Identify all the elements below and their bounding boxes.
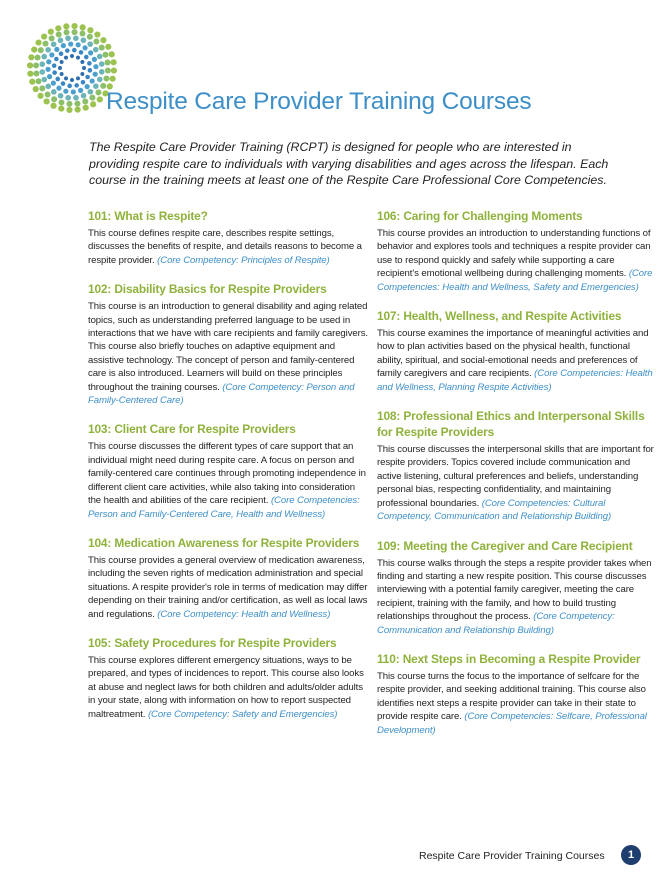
logo-dot bbox=[45, 91, 51, 97]
logo-dot bbox=[61, 81, 66, 86]
logo-dot bbox=[102, 52, 108, 58]
logo-dot bbox=[73, 35, 79, 41]
logo-dot bbox=[105, 68, 111, 74]
logo-dot bbox=[63, 23, 69, 29]
logo-dot bbox=[39, 69, 45, 75]
logo-dot bbox=[42, 77, 48, 83]
logo-dot bbox=[85, 75, 90, 80]
logo-dot bbox=[66, 101, 72, 107]
logo-dot bbox=[90, 78, 95, 83]
logo-dot bbox=[61, 43, 66, 48]
logo-dot bbox=[51, 89, 57, 95]
logo-dot bbox=[39, 85, 45, 91]
logo-dot bbox=[92, 57, 97, 62]
logo-dot bbox=[81, 93, 87, 99]
logo-dot bbox=[109, 51, 115, 57]
logo-dot bbox=[88, 50, 93, 55]
logo-dot bbox=[74, 83, 79, 88]
intro-paragraph: The Respite Care Provider Training (RCPT) is designed for people who are interested in providing respite care to individuals with varying disabilities and ages across the lifespan. Each course in the training meets at least one of the Respite Care Professional Core Competencies. bbox=[89, 140, 609, 187]
course-competency: (Core Competencies: Person and Family-Centered Care, Health and Wellness) bbox=[88, 495, 360, 520]
logo-dot bbox=[64, 56, 68, 60]
course-109 bbox=[377, 538, 657, 637]
logo-dot bbox=[82, 98, 88, 104]
logo-dot bbox=[78, 88, 83, 93]
course-competency: (Core Competencies: Health and Wellness, Safety and Emergencies) bbox=[377, 268, 653, 293]
logo-dot bbox=[73, 95, 79, 101]
logo-dot bbox=[64, 29, 70, 35]
logo-dot bbox=[68, 41, 73, 46]
course-competency: (Core Competency: Person and Family-Centered Care) bbox=[88, 381, 355, 407]
course-107 bbox=[377, 308, 657, 394]
logo-dot bbox=[56, 32, 62, 38]
logo-dot bbox=[64, 76, 68, 80]
logo-dot bbox=[59, 99, 65, 105]
course-description: This course discusses the different types of care support that an individual might need during respite care. A focus on person and family-centered care continues through promoting independence in different client care activities, while also taking into consideration the health and abilities of the care recipient. (Core Competencies: Person and Family-Centered Care, Health and Wellness) bbox=[88, 441, 366, 520]
logo-dot bbox=[89, 95, 95, 101]
logo-dot bbox=[97, 54, 103, 60]
course-competency: (Core Competency: Communication and Relationship Building) bbox=[377, 611, 615, 636]
logo-dot bbox=[80, 72, 84, 76]
course-description: This course defines respite care, describes respite settings, discusses the benefits of respite, and details reasons to become a respite provider. (Core Competency: Principles of Respite) bbox=[88, 228, 362, 266]
logo-dot bbox=[36, 78, 42, 84]
logo-dot bbox=[52, 63, 57, 68]
logo-dot bbox=[93, 72, 98, 77]
logo-dot bbox=[71, 23, 77, 29]
logo-dot bbox=[65, 48, 70, 53]
logo-dot bbox=[99, 69, 105, 75]
course-106 bbox=[377, 208, 657, 294]
logo-dot bbox=[87, 61, 92, 66]
logo-dot bbox=[55, 25, 61, 31]
logo-dot bbox=[105, 44, 111, 50]
course-competency: (Core Competencies: Cultural Competency, Communication and Relationship Building) bbox=[377, 497, 612, 523]
logo-dot bbox=[66, 107, 72, 113]
logo-dot bbox=[79, 50, 84, 55]
logo-dot bbox=[60, 72, 64, 76]
logo-dot bbox=[87, 41, 93, 47]
course-title: 101: What is Respite? bbox=[88, 209, 208, 223]
logo-dot bbox=[33, 86, 39, 92]
logo-dot bbox=[54, 57, 59, 62]
logo-dot bbox=[93, 83, 99, 89]
logo-dot bbox=[33, 70, 39, 76]
logo-dot bbox=[99, 45, 105, 51]
logo-dot bbox=[76, 56, 80, 60]
logo-dot bbox=[99, 61, 105, 67]
logo-dot bbox=[43, 41, 49, 47]
logo-dot bbox=[72, 48, 77, 53]
course-competency: (Core Competencies: Health and Wellness, Planning Respite Activities) bbox=[377, 368, 653, 393]
course-103 bbox=[88, 421, 368, 520]
dotted-circle-logo bbox=[26, 22, 118, 114]
logo-dot bbox=[83, 105, 89, 111]
logo-dot bbox=[79, 31, 85, 37]
logo-dot bbox=[45, 84, 51, 90]
logo-dot bbox=[105, 60, 111, 66]
logo-dot bbox=[35, 39, 41, 45]
logo-dot bbox=[87, 34, 93, 40]
logo-dot bbox=[76, 42, 81, 47]
logo-dot bbox=[65, 35, 71, 41]
footer-text: Respite Care Provider Training Courses bbox=[419, 850, 605, 862]
course-104 bbox=[88, 535, 368, 621]
logo-dot bbox=[88, 68, 93, 73]
logo-dot bbox=[100, 37, 106, 43]
logo-dot bbox=[88, 89, 94, 95]
logo-dot bbox=[46, 59, 51, 64]
logo-dot bbox=[28, 54, 34, 60]
page-number-badge: 1 bbox=[621, 845, 641, 865]
logo-dot bbox=[97, 96, 103, 102]
logo-dot bbox=[111, 67, 117, 73]
logo-dot bbox=[81, 37, 87, 43]
logo-dot bbox=[49, 52, 54, 57]
logo-dot bbox=[43, 98, 49, 104]
logo-dot bbox=[58, 66, 62, 70]
logo-dot bbox=[75, 107, 81, 113]
logo-dot bbox=[80, 24, 86, 30]
course-title: 109: Meeting the Caregiver and Care Recipient bbox=[377, 538, 633, 553]
logo-dot bbox=[51, 96, 57, 102]
course-title: 106: Caring for Challenging Moments bbox=[377, 209, 583, 223]
logo-dot bbox=[94, 31, 100, 37]
logo-dot bbox=[58, 93, 64, 99]
logo-dot bbox=[85, 84, 90, 89]
logo-dot bbox=[110, 76, 116, 82]
page-title: Respite Care Provider Training Courses bbox=[106, 88, 532, 115]
course-title: 108: Professional Ethics and Interpersonal Skills for Respite Providers bbox=[377, 409, 645, 440]
logo-dot bbox=[58, 106, 64, 112]
course-description: This course explores different emergency situations, ways to be prepared, and types of incidences to report. This course also looks at abuse and neglect laws for both children and adults/older adults in your state, along with information on how to report suspected maltreatment. (Core Competency: Safety and Emergencies) bbox=[88, 654, 364, 720]
logo-dot bbox=[95, 89, 101, 95]
course-description: This course provides an introduction to understanding functions of behavior and explores tools and techniques a respite provider can use to respond quickly and safely while supporting a care recipient's emotional wellbeing during challenging moments. (Core Competencies: Health and Wellness, Safety and Emergencies) bbox=[377, 228, 653, 293]
logo-dot bbox=[82, 45, 87, 50]
logo-dot bbox=[97, 77, 103, 83]
left-course-column bbox=[88, 208, 368, 735]
logo-dot bbox=[60, 60, 64, 64]
right-course-column bbox=[377, 208, 657, 751]
course-description: This course walks through the steps a respite provider takes when finding and starting a new respite position. This course discusses interviewing with a potential family caregiver, meeting the care recipient, training with the family, and how to build trusting relationships throughout the process. (Core Competency: Communication and Relationship Building) bbox=[377, 557, 652, 636]
logo-dot bbox=[72, 29, 78, 35]
course-competency: (Core Competency: Safety and Emergencies) bbox=[147, 708, 338, 720]
logo-dot bbox=[67, 84, 72, 89]
logo-dot bbox=[59, 51, 64, 56]
logo-dot bbox=[93, 47, 99, 53]
course-description: This course is an introduction to general disability and aging related topics, such as understanding preferred language to be used in interactions that we have with care recipients and family caregivers. This course also briefly touches on adaptive equipment and assistive technology. The concept of person and family-centered care is also introduced. Learners will build on these principles throughout the training courses. (Core Competency: Person and Family-Centered Care) bbox=[88, 301, 368, 407]
course-102 bbox=[88, 281, 368, 407]
logo-dot bbox=[76, 76, 80, 80]
course-description: This course discusses the interpersonal skills that are important for respite providers. Topics covered include communication and active listening, cultural preferences and beliefs, understanding personal bias, respecting confidentiality, and maintaining professional boundaries. (Core Competencies: Cultural Competency, Communication and Relationship Building) bbox=[377, 444, 654, 523]
logo-dot bbox=[103, 75, 109, 81]
logo-dot bbox=[58, 38, 64, 44]
course-105 bbox=[88, 635, 368, 721]
logo-dot bbox=[82, 66, 86, 70]
course-competency: (Core Competency: Health and Wellness) bbox=[157, 608, 331, 620]
course-title: 103: Client Care for Respite Providers bbox=[88, 422, 296, 437]
logo-dot bbox=[51, 41, 57, 47]
logo-dot bbox=[49, 35, 55, 41]
logo-dot bbox=[84, 55, 89, 60]
course-108 bbox=[377, 408, 657, 523]
logo-dot bbox=[74, 101, 80, 107]
logo-dot bbox=[35, 55, 41, 61]
logo-dot bbox=[47, 74, 52, 79]
logo-dot bbox=[39, 61, 45, 67]
course-title: 110: Next Steps in Becoming a Respite Provider bbox=[377, 651, 641, 666]
logo-dot bbox=[71, 89, 76, 94]
logo-dot bbox=[80, 60, 84, 64]
course-competency: (Core Competencies: Selfcare, Professional Development) bbox=[377, 711, 647, 736]
logo-dot bbox=[38, 47, 44, 53]
logo-dot bbox=[70, 78, 74, 82]
logo-dot bbox=[93, 39, 99, 45]
logo-dot bbox=[65, 95, 71, 101]
logo-dot bbox=[55, 77, 60, 82]
course-title: 105: Safety Procedures for Respite Providers bbox=[88, 635, 337, 650]
logo-dot bbox=[81, 80, 86, 85]
logo-dot bbox=[33, 62, 39, 68]
logo-dot bbox=[63, 89, 68, 94]
logo-dot bbox=[52, 70, 57, 75]
logo-dot bbox=[90, 101, 96, 107]
logo-dot bbox=[45, 67, 50, 72]
logo-dot bbox=[87, 27, 93, 33]
course-description: This course examines the importance of meaningful activities and how to plan activities based on the physical health, functional ability, spiritual, and social-emotional needs and preferences of family caregivers and care recipients. (Core Competencies: Health and Wellness, Planning Respite Activities) bbox=[377, 328, 653, 393]
logo-dot bbox=[37, 93, 43, 99]
logo-dot bbox=[31, 46, 37, 52]
logo-dot bbox=[41, 33, 47, 39]
logo-dot bbox=[93, 64, 98, 69]
logo-dot bbox=[50, 103, 56, 109]
logo-dot bbox=[27, 62, 33, 68]
logo-dot bbox=[70, 54, 74, 58]
logo-dot bbox=[41, 54, 47, 60]
course-101 bbox=[88, 208, 368, 267]
course-description: This course provides a general overview of medication awareness, including the seven rights of medication administration and special situations. A respite provider's role in terms of medication may differ depending on their training and/or certification, as well as local laws and regulations. (Core Competency: Health and Wellness) bbox=[88, 554, 368, 620]
course-110 bbox=[377, 651, 657, 737]
logo-dot bbox=[27, 71, 33, 77]
logo-dot bbox=[29, 79, 35, 85]
logo-dot bbox=[54, 47, 59, 52]
logo-dot bbox=[45, 47, 51, 53]
logo-dot bbox=[111, 59, 117, 65]
logo-dot bbox=[51, 81, 56, 86]
logo-dot bbox=[56, 86, 61, 91]
course-description: This course turns the focus to the importance of selfcare for the respite provider, and seeking additional training. This course also identifies next steps a respite provider can take in their state to provide respite care. (Core Competencies: Selfcare, Professional Development) bbox=[377, 670, 647, 736]
course-title: 107: Health, Wellness, and Respite Activities bbox=[377, 309, 622, 324]
logo-dot bbox=[48, 29, 54, 35]
course-title: 102: Disability Basics for Respite Providers bbox=[88, 282, 327, 297]
course-title: 104: Medication Awareness for Respite Providers bbox=[88, 535, 360, 550]
course-competency: (Core Competency: Principles of Respite) bbox=[157, 254, 330, 266]
